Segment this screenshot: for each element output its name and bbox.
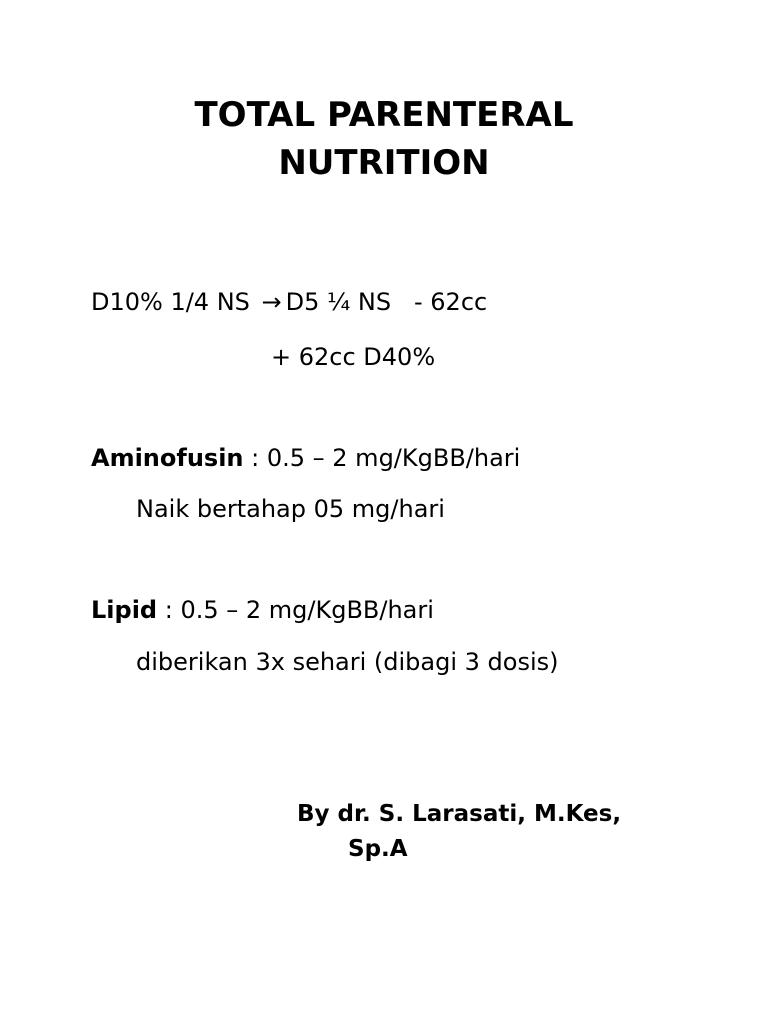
dextrose-line-2: + 62cc D40% xyxy=(271,343,436,371)
lipid-label: Lipid xyxy=(91,596,158,624)
dextrose-before: D10% 1/4 NS xyxy=(91,288,258,316)
aminofusin-line xyxy=(91,442,520,474)
right-arrow-icon: → xyxy=(261,288,282,316)
lipid-dose: : 0.5 – 2 mg/KgBB/hari xyxy=(157,596,434,624)
dextrose-after: D5 ¼ NS - 62cc xyxy=(285,288,488,316)
author-line-1: By dr. S. Larasati, M.Kes, xyxy=(297,801,622,827)
lipid-line xyxy=(91,594,434,626)
title-line-1: TOTAL PARENTERAL xyxy=(194,95,574,135)
title-line-2: NUTRITION xyxy=(278,143,490,183)
author-line-2: Sp.A xyxy=(348,836,408,862)
aminofusin-label: Aminofusin xyxy=(91,444,244,472)
aminofusin-dose: : 0.5 – 2 mg/KgBB/hari xyxy=(243,444,521,472)
page-title xyxy=(0,91,768,187)
aminofusin-note: Naik bertahap 05 mg/hari xyxy=(136,495,445,523)
lipid-note: diberikan 3x sehari (dibagi 3 dosis) xyxy=(136,648,559,676)
dextrose-line-1 xyxy=(91,286,487,318)
